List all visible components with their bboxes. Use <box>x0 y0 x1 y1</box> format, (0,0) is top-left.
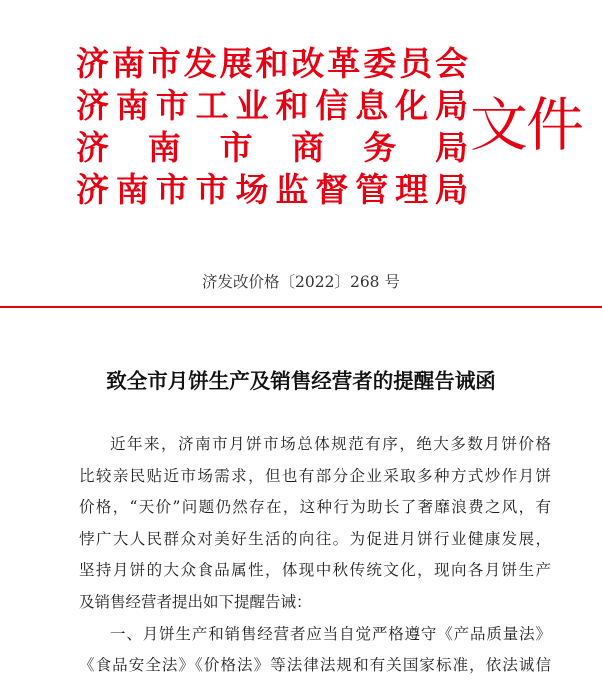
body-line: 价格，“天价”问题仍然存在，这种行为助长了奢靡浪费之风，有 <box>79 498 551 517</box>
body-line: 及销售经营者提出如下提醒告诫： <box>79 592 312 611</box>
body-line: 近年来，济南市月饼市场总体规范有序，绝大多数月饼价格 <box>110 435 551 453</box>
document-number: 济发改价格〔2022〕268 号 <box>202 273 400 291</box>
red-divider <box>0 306 602 308</box>
document-body <box>79 429 551 682</box>
body-line: 一、月饼生产和销售经营者应当自觉严格遵守《产品质量法》 <box>110 624 551 643</box>
document-header <box>0 0 602 230</box>
issuing-agency-development-reform: 济南市发展和改革委员会 <box>76 44 468 83</box>
body-line: 《食品安全法》《价格法》等法律法规和有关国家标准，依法诚信 <box>79 656 551 675</box>
body-line: 比较亲民贴近市场需求，但也有部分企业采取多种方式炒作月饼 <box>79 466 551 485</box>
issuing-agency-commerce: 济南市商务局 <box>76 128 468 167</box>
issuing-agency-industry-it: 济南市工业和信息化局 <box>76 86 468 125</box>
file-label: 文件 <box>470 91 583 159</box>
body-line: 坚持月饼的大众食品属性，体现中秋传统文化，现向各月饼生产 <box>79 561 551 580</box>
document-title: 致全市月饼生产及销售经营者的提醒告诫函 <box>106 369 496 393</box>
body-line: 悖广大人民群众对美好生活的向往。为促进月饼行业健康发展， <box>79 529 551 548</box>
issuing-agency-market-regulation: 济南市市场监督管理局 <box>76 170 468 209</box>
